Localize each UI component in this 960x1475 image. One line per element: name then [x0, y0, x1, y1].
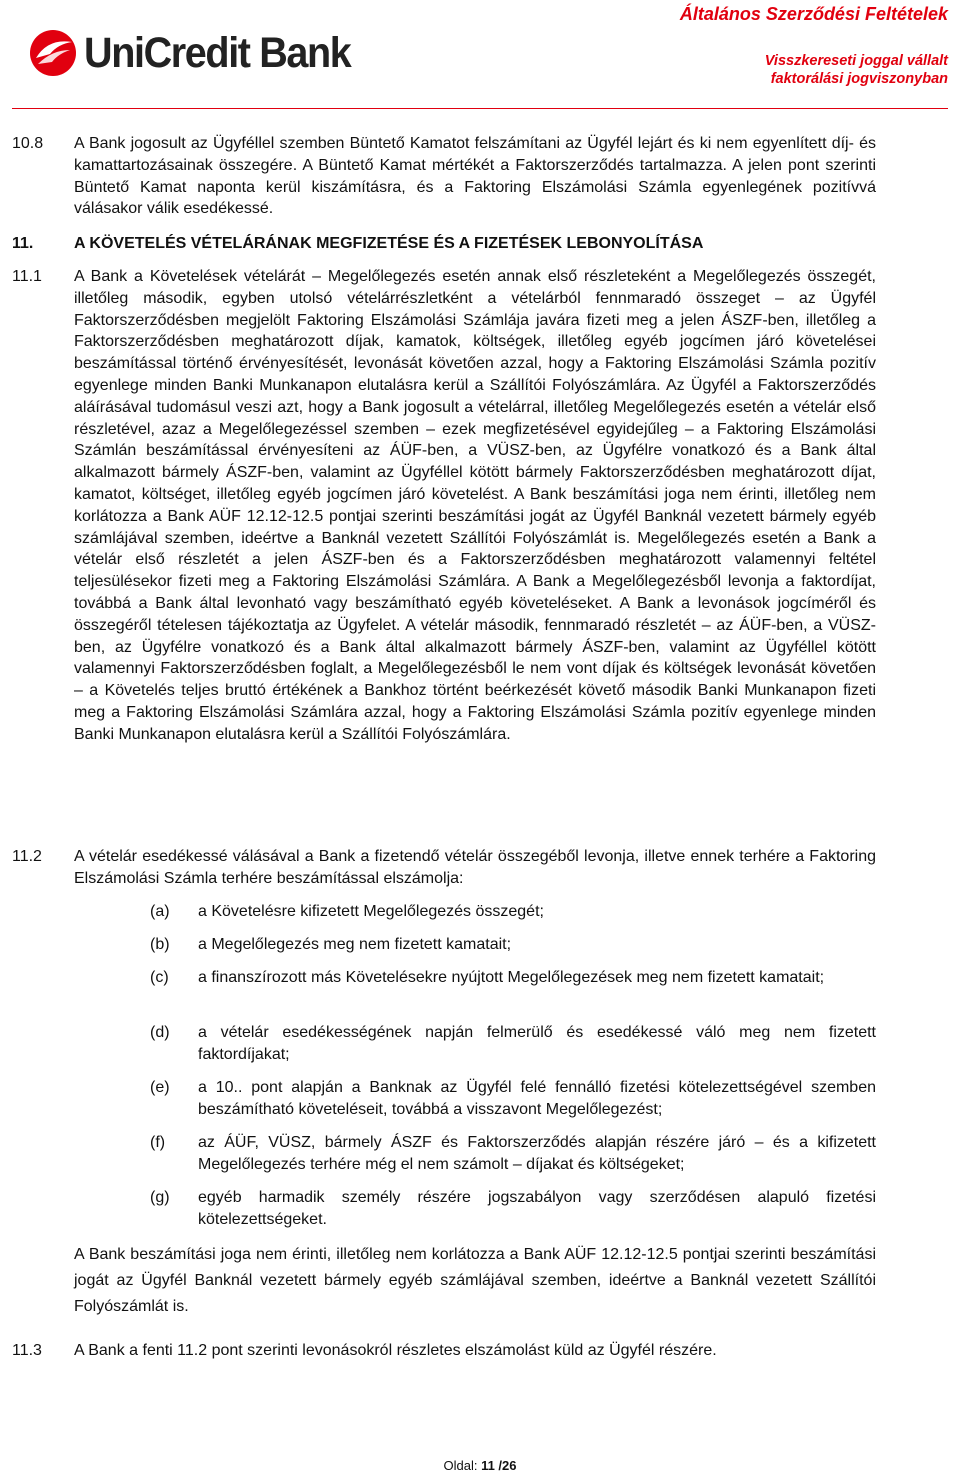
list-item-label: (a) [150, 903, 170, 920]
section-11-3-number: 11.3 [12, 1342, 42, 1359]
brand-logo [28, 28, 374, 78]
section-11-1-number: 11.1 [12, 268, 42, 285]
list-item-label: (b) [150, 936, 170, 953]
section-10-8-text: A Bank jogosult az Ügyféllel szemben Büntető Kamatot felszámítani az Ügyfél lejárt és ki nem egyenlített díj- és kamattartozásainak összegére. A Büntető Kamat mértékét a Faktorszerződés tartalmazza. A jelen pont szerinti Büntető Kamat naponta kerül kiszámításra, és a Faktoring Elszámolási Számla egyenlegének pozitívvá válásakor válik esedékessé. [74, 135, 876, 218]
section-11-3-text: A Bank a fenti 11.2 pont szerinti levonásokról részletes elszámolást küld az Ügyfél részére. [74, 1342, 717, 1359]
unicredit-logo-icon [28, 28, 78, 78]
section-11-2-closing: A Bank beszámítási joga nem érinti, illetőleg nem korlátozza a Bank AÜF 12.12-12.5 pontjai szerinti beszámítási jogát az Ügyfél Banknál vezetett bármely egyéb számlájával szemben, ideértve a Banknál vezetett Szállítói Folyószámlát is. [74, 1246, 876, 1315]
section-11-2-text: A vételár esedékessé válásával a Bank a fizetendő vételár összegéből levonja, illetve ennek terhére a Faktoring Elszámolási Számla terhére beszámítással elszámolja: [74, 848, 876, 887]
section-11-1-text: A Bank a Követelések vételárát – Megelőlegezés esetén annak első részleteként a Megelőlegezés összegét, illetőleg második, egyben utolsó vételárrészletként a vételárból fennmaradó összeget – az Ügyfél Faktorszerződésben megjelölt Faktoring Elszámolási Számlája javára fizeti meg a jelen ÁSZF-ben, illetőleg a Faktorszerződésben meghatározott díjak, kamatok, költségek, illetőleg egyéb jogcímen járó követelései beszámítással történő érvényesítését, levonását követően azzal, hogy a Faktoring Elszámolási Számla pozitív egyenlege minden Banki Munkanapon elutalásra kerül a Szállítói Folyószámlára. Az Ügyfél a Faktorszerződés aláírásával tudomásul veszi azt, hogy a Bank jogosult a vételárral, illetőleg Megelőlegezés esetén a vételár első részletével, azaz a Megelőlegezéssel szemben – ezek megfizetésével egyidejűleg – a Faktoring Elszámolási Számlán beszámítással érvényesíteni az ÁÜF-ben, a VÜSZ-ben, az Ügyfélre vonatkozó és a Bank által alkalmazott bármely ÁSZF-ben, valamint az Ügyféllel kötött bármely Faktorszerződésben meghatározott díjat, kamatot, költséget, illetőleg egyéb jogcímen járó követelést. A Bank beszámítási joga nem érinti, illetőleg nem korlátozza a Bank AÜF 12.12-12.5 pontjai szerinti beszámítási jogát az Ügyfél Banknál vezetett bármely egyéb számlájával szemben, ideértve a Banknál vezetett Szállítói Folyószámlát is. Megelőlegezés esetén a Bank a vételár első részletét a jelen ÁSZF-ben és a Faktorszerződésben meghatározott valamennyi feltétel teljesülésekor fizeti meg a Faktoring Elszámolási Számlára. A Bank a Megelőlegezésből levonja a faktordíjat, továbbá a Bank által levonható vagy beszámítható egyéb követeléseket. A Bank a levonások jogcíméről és összegéről tételesen tájékoztatja az Ügyfelet. A vételár második, fennmaradó részletét – az ÁÜF-ben, a VÜSZ-ben, az Ügyfélre vonatkozó és a Bank által alkalmazott bármely ÁSZF-ben, valamint az Ügyféllel kötött valamennyi Faktorszerződésben foglalt, a Megelőlegezésből le nem vont díjak és költségek levonását követően – a Követelés teljes bruttó értékének a Bankhoz történt beérkezését követő második Banki Munkanapon fizeti meg a Faktoring Elszámolási Számlára azzal, hogy a Faktoring Elszámolási Számla pozitív egyenlege minden Banki Munkanapon elutalásra kerül a Szállítói Folyószámlára. [74, 268, 876, 743]
section-11-title: A KÖVETELÉS VÉTELÁRÁNAK MEGFIZETÉSE ÉS A FIZETÉSEK LEBONYOLÍTÁSA [74, 235, 704, 252]
page-number: 11 /26 [481, 1458, 517, 1473]
list-item-label: (d) [150, 1024, 170, 1041]
list-item-label: (g) [150, 1189, 170, 1206]
document-title: Általános Szerződési Feltételek [679, 4, 948, 24]
list-item-label: (e) [150, 1079, 170, 1096]
list-item: a Megelőlegezés meg nem fizetett kamatait; [198, 936, 512, 953]
list-item: a vételár esedékességének napján felmerülő és esedékessé váló meg nem fizetett faktordíjakat; [198, 1024, 876, 1063]
list-item-label: (c) [150, 969, 169, 986]
header-divider [12, 108, 948, 109]
list-item: a Követelésre kifizetett Megelőlegezés összegét; [198, 903, 544, 920]
list-item: egyéb harmadik személy részére jogszabályon vagy szerződésen alapuló fizetési kötelezettségeket. [198, 1189, 876, 1228]
list-item: a finanszírozott más Követelésekre nyújtott Megelőlegezések meg nem fizetett kamatait; [198, 969, 825, 986]
page-header [0, 0, 960, 100]
list-item: az ÁÜF, VÜSZ, bármely ÁSZF és Faktorszerződés alapján részére járó – és a kifizetett Megelőlegezés terhére még el nem számolt – díjakat és költségeket; [198, 1134, 876, 1173]
section-10-8-number: 10.8 [12, 135, 44, 152]
list-item-label: (f) [150, 1134, 166, 1151]
document-subtitle-line2: faktorálási jogviszonyban [770, 71, 948, 87]
section-11-number: 11. [12, 235, 34, 252]
page-footer [0, 1458, 960, 1473]
brand-name: UniCredit Bank [84, 28, 351, 77]
page-label: Oldal: [443, 1458, 478, 1473]
document-subtitle-line1: Visszkereseti joggal vállalt [764, 53, 948, 69]
list-item: a 10.. pont alapján a Banknak az Ügyfél felé fennálló fizetési kötelezettségével szemben beszámítható követeléseit, továbbá a visszavont Megelőlegezést; [198, 1079, 876, 1118]
section-11-2-number: 11.2 [12, 848, 42, 865]
document-subtitle [765, 52, 948, 88]
